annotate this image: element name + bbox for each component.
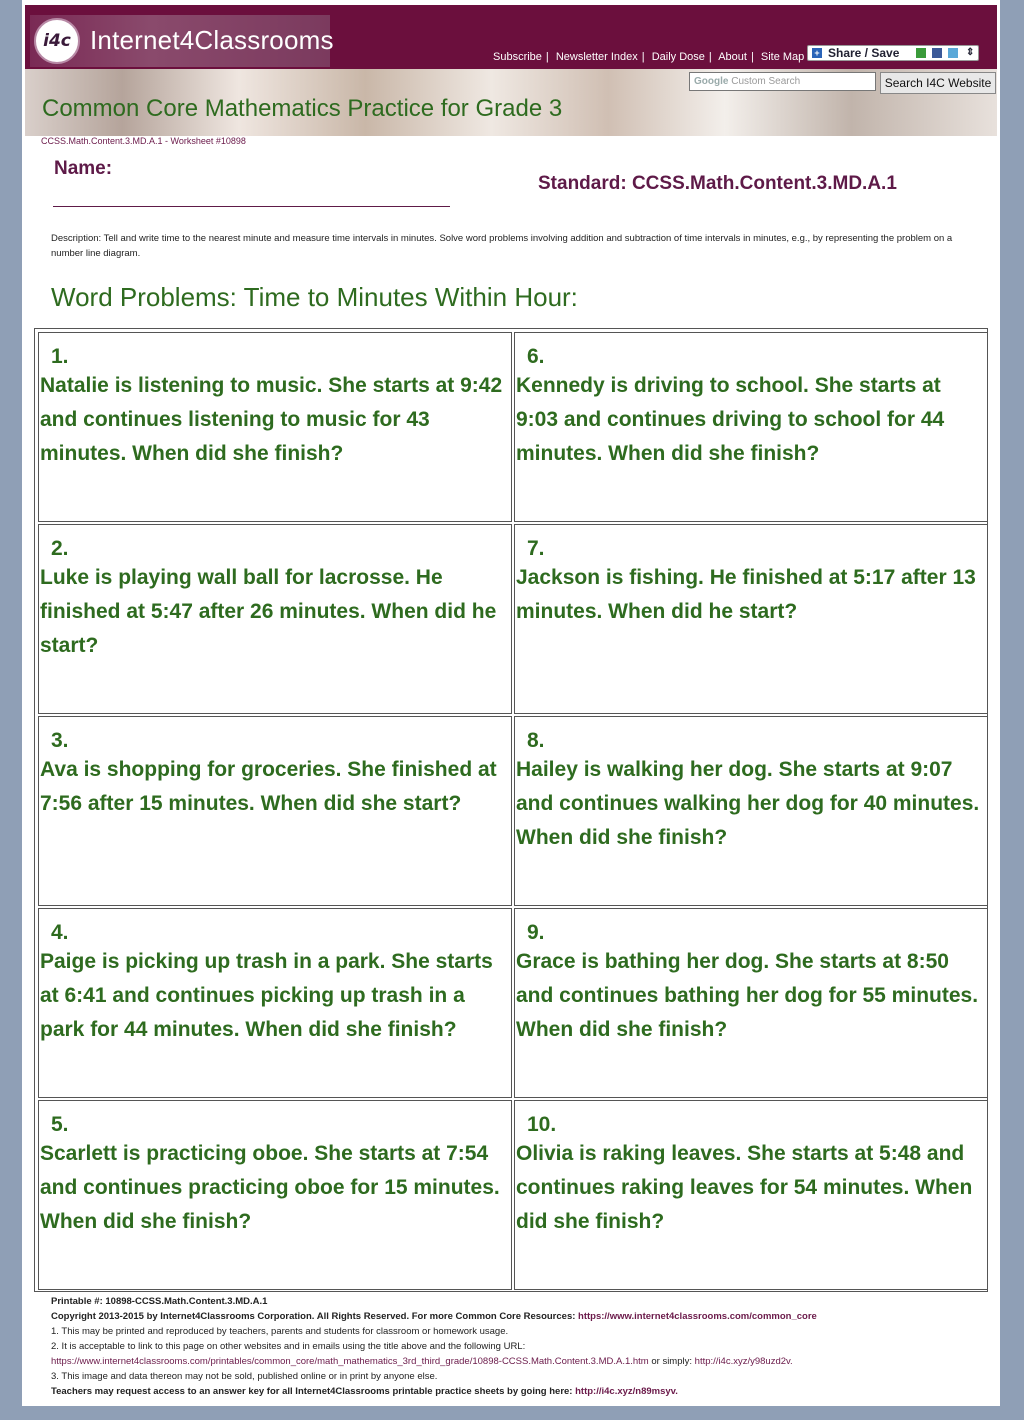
copyright: Copyright 2013-2015 by Internet4Classrooms Corporation. All Rights Reserved. For more Common Core Resources:: [51, 1311, 576, 1322]
site-logo[interactable]: [30, 15, 334, 67]
problem-cell: [38, 716, 512, 906]
problem-cell: [514, 908, 988, 1098]
problem-cell: [38, 1100, 512, 1290]
worksheet-page: [22, 0, 1000, 1406]
note-2: 2. It is acceptable to link to this page on other websites and in emails using the title above and the following URL:: [51, 1341, 526, 1352]
page-title: Common Core Mathematics Practice for Grade 3: [42, 95, 563, 122]
problem-cell: [514, 524, 988, 714]
i4c-logo-icon: i4c: [34, 18, 80, 64]
problem-text: Jackson is fishing. He finished at 5:17 after 13 minutes. When did he start?: [516, 566, 976, 623]
page-url-link[interactable]: https://www.internet4classrooms.com/printables/common_core/math_mathematics_3rd_third_grade/10898-CCSS.Math.Content.3.MD.A.1.htm: [51, 1356, 649, 1367]
problem-text: Kennedy is driving to school. She starts at 9:03 and continues driving to school for 44 minutes. When did she finish?: [516, 374, 945, 465]
facebook-icon: [932, 48, 942, 58]
title-banner: [25, 69, 997, 136]
footer: [51, 1294, 991, 1399]
top-nav: Subscribe | Newsletter Index | Daily Dose | About | Site Map: [493, 51, 805, 63]
name-write-line: [53, 206, 450, 207]
search-button[interactable]: Search I4C Website: [880, 72, 996, 94]
or-simply: or simply:: [651, 1356, 693, 1367]
nav-site-map[interactable]: Site Map: [760, 51, 805, 63]
note-1: 1. This may be printed and reproduced by teachers, parents and students for classroom or homework usage.: [51, 1326, 509, 1337]
problem-number: 8.: [527, 729, 545, 752]
problem-cell: [514, 332, 988, 522]
name-label: Name:: [54, 158, 113, 179]
share-save-button[interactable]: [807, 45, 979, 61]
problem-number: 1.: [51, 345, 69, 368]
share-label: Share / Save: [828, 46, 900, 60]
problem-text: Olivia is raking leaves. She starts at 5:48 and continues raking leaves for 54 minutes. When did she finish?: [516, 1142, 973, 1233]
search-placeholder: Custom Search: [731, 76, 801, 87]
search-input[interactable]: [689, 72, 876, 91]
problem-text: Hailey is walking her dog. She starts at 9:07 and continues walking her dog for 40 minutes. When did she finish?: [516, 758, 980, 849]
problem-cell: [38, 524, 512, 714]
problem-number: 9.: [527, 921, 545, 944]
common-core-link[interactable]: https://www.internet4classrooms.com/common_core: [578, 1311, 817, 1322]
problem-number: 4.: [51, 921, 69, 944]
printable-id: Printable #: 10898-CCSS.Math.Content.3.MD.A.1: [51, 1296, 268, 1307]
problem-number: 3.: [51, 729, 69, 752]
note-3: 3. This image and data thereon may not be sold, published online or in print by anyone else.: [51, 1371, 438, 1382]
answer-key-text: Teachers may request access to an answer key for all Internet4Classrooms printable practice sheets by going here:: [51, 1386, 573, 1397]
nav-subscribe[interactable]: Subscribe: [493, 51, 542, 63]
problem-cell: [514, 1100, 988, 1290]
problems-grid: [34, 328, 988, 1292]
nav-daily-dose[interactable]: Daily Dose: [651, 51, 705, 63]
google-logo: Google: [694, 76, 729, 87]
problem-text: Grace is bathing her dog. She starts at 8:50 and continues bathing her dog for 55 minutes. When did she finish?: [516, 950, 979, 1041]
problem-text: Scarlett is practicing oboe. She starts at 7:54 and continues practicing oboe for 15 minutes. When did she finish?: [40, 1142, 500, 1233]
problem-cell: [38, 332, 512, 522]
nav-newsletter-index[interactable]: Newsletter Index: [555, 51, 638, 63]
section-heading: Word Problems: Time to Minutes Within Hour:: [51, 282, 578, 312]
problem-number: 6.: [527, 345, 545, 368]
twitter-icon: [948, 48, 958, 58]
problem-cell: [38, 908, 512, 1098]
problem-cell: [514, 716, 988, 906]
site-header: [25, 5, 997, 69]
answer-key-link[interactable]: http://i4c.xyz/n89msyv.: [575, 1386, 678, 1397]
dropdown-arrows-icon: ⇕: [966, 47, 975, 58]
problem-number: 10.: [527, 1113, 557, 1136]
short-url-link[interactable]: http://i4c.xyz/y98uzd2v.: [694, 1356, 793, 1367]
breadcrumb: CCSS.Math.Content.3.MD.A.1 - Worksheet #10898: [41, 136, 246, 146]
problem-number: 2.: [51, 537, 69, 560]
problem-text: Ava is shopping for groceries. She finished at 7:56 after 15 minutes. When did she start?: [40, 758, 497, 815]
problem-text: Natalie is listening to music. She starts at 9:42 and continues listening to music for 43 minutes. When did she finish?: [40, 374, 503, 465]
standard-label: Standard: CCSS.Math.Content.3.MD.A.1: [538, 173, 897, 194]
problem-text: Luke is playing wall ball for lacrosse. He finished at 5:47 after 26 minutes. When did he start?: [40, 566, 497, 657]
email-share-icon: [916, 48, 926, 58]
problem-number: 5.: [51, 1113, 69, 1136]
problem-text: Paige is picking up trash in a park. She starts at 6:41 and continues picking up trash in a park for 44 minutes. When did she finish?: [40, 950, 493, 1041]
plus-icon: +: [812, 48, 822, 58]
problem-number: 7.: [527, 537, 545, 560]
nav-about[interactable]: About: [718, 51, 747, 63]
logo-text: Internet4Classrooms: [90, 25, 334, 55]
description: Description: Tell and write time to the nearest minute and measure time intervals in minutes. Solve word problems involving addition and subtraction of time intervals in minutes, e.g., by representing the problem on a number line diagram.: [51, 233, 953, 259]
